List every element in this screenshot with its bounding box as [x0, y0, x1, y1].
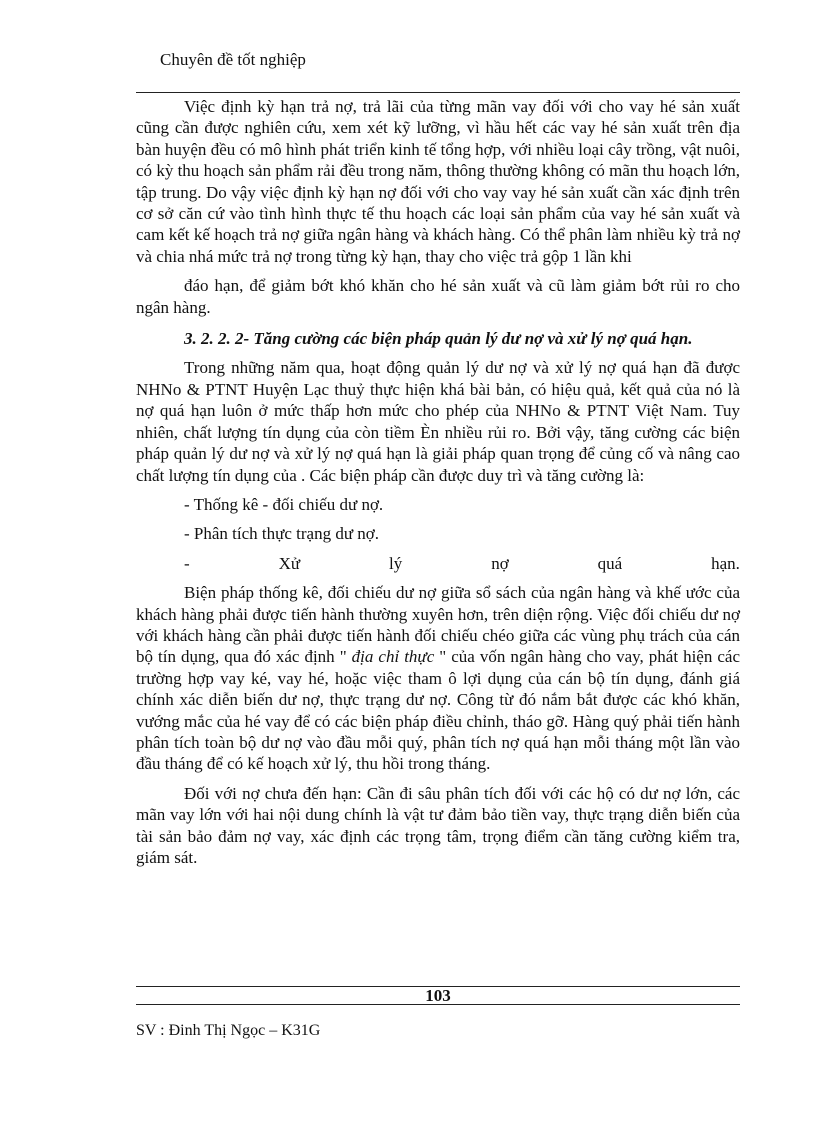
list-item-word: Xử [278, 553, 301, 573]
paragraph-text: " của vốn ngân hàng cho vay, phát hiện các trường hợp vay ké, vay hé, hoặc việc tham ô lợi dụng của cán bộ tín dụng, đánh giá chính xác diễn biến dư nợ, thực trạng dư nợ. Công từ đó nắm bắt được các khó khăn, vướng mắc của hé vay để có các biện pháp điều chỉnh, tháo gỡ. Hàng quý phải tiến hành phân tích toàn bộ dư nợ vào đầu mỗi quý, phân tích nợ quá hạn mỗi tháng một lần vào đầu tháng để có kế hoạch xử lý, thu hồi trong tháng. [136, 647, 741, 774]
list-item-analysis: - Phân tích thực trạng dư nợ. [184, 524, 380, 544]
list-item-word: lý [389, 553, 403, 573]
list-item-word: quá [597, 553, 623, 573]
paragraph-undue-debt: Đối với nợ chưa đến hạn: Cần đi sâu phân tích đối với các hộ có dư nợ lớn, các mãn vay lớn với hai nội dung chính là vật tư đảm bảo tiền vay, thực trạng diễn biến của tài sản bảo đảm nợ vay, xác định các trọng tâm, trọng điểm cần tăng cường kiểm tra, giám sát. [136, 783, 740, 867]
paragraph-debt-term: Việc định kỳ hạn trả nợ, trả lãi của từng mãn vay đối với cho vay hé sản xuất cũng cần được nghiên cứu, xem xét kỹ lưỡng, vì hầu hết các vay hé sản xuất trên địa bàn huyện đều có mô hình phát triển kinh tế tổng hợp, với nhiều loại cây trồng, vật nuôi, có kỳ thu hoạch sản phẩm rải đều trong năm, thông thường không có mãn thu hoạch lớn, tập trung. Do vậy việc định kỳ hạn nợ đối với cho vay vay hé sản xuất cần xác định trên cơ sở căn cứ vào tình hình thực tế thu hoạch các loại sản phẩm của vay hé sản xuất và cam kết kế hoạch trả nợ giữa ngân hàng và khách hàng. Có thể phân làm nhiều kỳ trả nợ và chia nhá mức trả nợ trong từng kỳ hạn, thay cho việc trả gộp 1 lần khi [136, 97, 740, 266]
student-name: SV : Đinh Thị Ngọc – K31G [136, 1022, 321, 1039]
document-header-title: Chuyên đề tốt nghiệp [160, 50, 306, 69]
list-item-statistics: - Thống kê - đối chiếu dư nợ. [184, 494, 384, 514]
section-heading: 3. 2. 2. 2- Tăng cường các biện pháp quản lý dư nợ và xử lý nợ quá hạn. [184, 329, 693, 349]
paragraph-debt-management: Trong những năm qua, hoạt động quản lý dư nợ và xử lý nợ quá hạn đã được NHNo & PTNT Huyện Lạc thuỷ thực hiện khá bài bản, có hiệu quả, kết quả của nó là nợ quá hạn luôn ở mức thấp hơn mức cho phép của NHNo & PTNT Việt Nam. Tuy nhiên, chất lượng tín dụng của còn tiềm Èn nhiều rủi ro. Bởi vậy, tăng cường các biện pháp quản lý dư nợ và xử lý nợ quá hạn là giải pháp quan trọng để củng cố và nâng cao chất lượng tín dụng của . Các biện pháp cần được duy trì và tăng cường là: [136, 358, 740, 485]
paragraph-reconciliation [136, 582, 740, 775]
quoted-term: địa chỉ thực [346, 647, 440, 667]
paragraph-maturity: đáo hạn, để giảm bớt khó khăn cho hé sản xuất và cũ làm giảm bớt rủi ro cho ngân hàng. [136, 276, 740, 317]
header-rule [136, 92, 740, 93]
paragraph-text: Biện pháp thống kê, đối chiếu dư nợ giữa sổ sách của ngân hàng và khế ước của khách hàng phải được tiến hành thường xuyên hơn, trên diện rộng. Việc đối chiếu dư nợ với khách hàng cần phải được tiến hành đối chiếu chéo giữa các vùng phụ trách của cán bộ tín dụng, qua đó xác định " [136, 583, 740, 667]
list-item-word: - [184, 553, 190, 573]
list-item-overdue [184, 553, 740, 574]
page-content [136, 96, 740, 868]
list-item-word: hạn. [711, 553, 740, 573]
footer-rule-bottom [136, 1004, 740, 1005]
page-number: 103 [425, 986, 451, 1005]
list-item-word: nợ [491, 553, 509, 573]
